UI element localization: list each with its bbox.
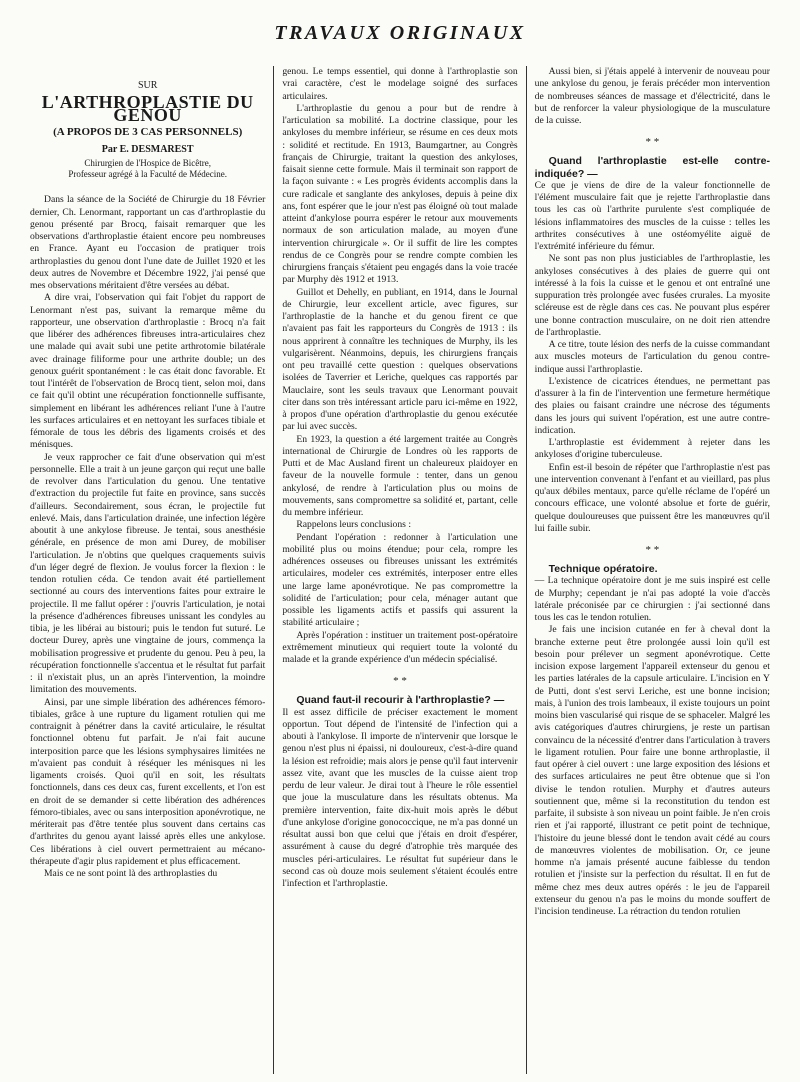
paragraph: genou. Le temps essentiel, qui donne à l'arthroplastie son vrai caractère, c'est le modelage soigné des surfaces articulaires. [282, 66, 518, 102]
section-heading: Quand faut-il recourir à l'arthroplastie? — [296, 694, 505, 707]
section-heading: Technique opératoire. [548, 563, 658, 575]
section-heading: Quand l'arthroplastie est-elle contre-indiquée? — [534, 155, 770, 180]
paragraph: Je veux rapprocher ce fait d'une observation qui m'est personnelle. Elle a trait à un jeune garçon qui reçut une balle de revolver dans l'articulation du genou. Une tentative d'extraction du projectile fut faite en province, sans succès d'ailleurs. Secondairement, sous écran, le projectile fut enlevé. Mais, dans l'articulation drainée, une infection légère aboutit à une ankylose fibreuse. Je tentai, sous anesthésie générale, en présence de mon ami Durey, de mobiliser l'articulation. Je n'obtins que quelques craquements suivis d'un léger degré de flexion. Je voulus forcer la flexion : le tendon rotulien céda. Ce tendon avait été partiellement sectionné au cours des interventions faites pour extraire le projectile. Il me fallut opérer : j'ouvris l'articulation, je notai la présence d'adhérences fibreuses unissant les condyles au tibia, je les libérai au bistouri; puis le tendon fut suturé. Le docteur Durey, après une vingtaine de jours, commença la mobilisation progressive et prudente du genou. Peu à peu, la récupération fonctionnelle s'accentua et le résultat fut parfait : il n'existait plus, un an après l'intervention, la moindre limitation des mouvements. [30, 451, 266, 696]
title-block [30, 80, 265, 180]
column-1 [22, 66, 273, 1074]
column-3 [526, 66, 778, 1074]
title-sur: SUR [137, 80, 158, 91]
paragraph: A ce titre, toute lésion des nerfs de la cuisse commandant aux muscles moteurs de l'articulation du genou contre-indique aussi l'arthroplastie. [534, 339, 770, 375]
paragraph: L'arthroplastie du genou a pour but de rendre à l'articulation sa mobilité. La doctrine classique, pour les ankyloses du membre inférieur, se résume en ces deux mots : solidité et rectitude. En 1913, Baumgartner, au Congrès français de Chirurgie, traitant la question des ankyloses, faisait sienne cette formule. Mais il terminait son rapport de la façon suivante : « Les progrès évidents accomplis dans la cure radicale et sanglante des ankyloses, depuis à peine dix ans, font espérer que le jour n'est pas éloigné où tout malade atteint d'ankylose pourra espérer le retour aux mouvements normaux de son articulation malade, au moyen d'une intervention chirurgicale ». Or il suffit de lire les comptes rendus de ce Congrès pour se rendre compte combien les chirurgiens français s'étaient peu engagés dans la voie tracée par Murphy dès 1912 et 1913. [282, 102, 518, 286]
paragraph: Enfin est-il besoin de répéter que l'arthroplastie n'est pas une intervention convenant à l'enfant et au vieillard, pas plus qu'aux débiles mentaux, parce qu'elle réclame de l'opéré un concours efficace, une volonté absolue et forte de guérir, quelque douloureuses que puissent être les manœuvres qu'il lui faille subir. [534, 461, 770, 534]
paragraph: Aussi bien, si j'étais appelé à intervenir de nouveau pour une ankylose du genou, je ferais précéder mon intervention de nombreuses séances de massage et d'électricité, dans le but de renforcer la valeur physiologique de la musculature de la cuisse. [534, 66, 770, 126]
paragraph: Guillot et Dehelly, en publiant, en 1914, dans le Journal de Chirurgie, leur excellent article, avec figures, sur l'arthroplastie de la hanche et du genou firent ce que n'avaient pas fait les rapporteurs du Congrès de 1913 : ils nous apprirent à connaître les techniques de Murphy, ils les vulgarisèrent. Néanmoins, depuis, les chirurgiens français ont peu travaillé cette question : quelques observations isolées de Taverrier et Leriche, quelques cas rapportés par Mauclaire, sont les seuls travaux que Lenormant pouvait citer dans son très intéressant article paru ici-même en 1922, à propos d'une opération d'arthroplastie du genou exécutée par lui avec succès. [282, 286, 518, 433]
running-head: TRAVAUX ORIGINAUX [274, 22, 526, 44]
article-title: L'ARTHROPLASTIE DU GENOU [41, 92, 254, 125]
affiliation-line: Professeur agrégé à la Faculté de Médecine. [68, 169, 227, 180]
paragraph: Je fais une incision cutanée en fer à cheval dont la branche externe peut être prolongée aussi loin qu'il est besoin pour prélever un segment aponévrotique. Cette incision expose largement l'appareil extenseur du genou et les parties latérales de la capsule articulaire. L'incision en Y de Putti, dont s'est servi Leriche, est une bonne incision; mais, à l'union des trois lambeaux, il existe toujours un point moins bien vascularisé qui risque de se sphaceler. Malgré les avis catégoriques d'autres chirurgiens, je reste un partisan convaincu de la nécessité d'entrer dans l'articulation à travers le ligament rotulien. Pour faire une bonne arthroplastie, il faut opérer à ciel ouvert : une large exposition des lésions et des surfaces articulaires ne peut être obtenue que si l'on divise le tendon rotulien. Murphy et d'autres auteurs soutiennent que, même si la reconstitution du tendon est parfaite, il subsiste à son niveau un point faible. Je n'en crois rien et j'ai rapporté, illustrant ce petit point de technique, l'histoire du jeune blessé dont le tendon avait cédé au cours de manœuvres violentes de mobilisation. Or, ce jeune homme n'a jamais présenté aucune faiblesse du tendon rotulien et j'insiste sur la perfection du résultat. Il en fut de même chez mes deux autres opérés : le jeu de l'appareil extenseur du genou n'a pas le moins du monde souffert de l'incision tendineuse. La rétraction du tendon rotulien [534, 624, 770, 917]
column-2 [273, 66, 525, 1074]
paragraph: Ainsi, par une simple libération des adhérences fémoro-tibiales, grâce à une rupture du ligament rotulien qui me contraignit à pénétrer dans la cavité articulaire, le résultat fonctionnel obtenu fut parfait. Je n'ai fait aucune interposition parce que les lésions symphysaires limitées ne m'avaient pas conduit à réséquer les ménisques ni les ligaments croisés. Quoi qu'il en soit, les résultats fonctionnels, dans ces deux cas, furent excellents, et l'on est en droit de se demander si cette libération des adhérences fémoro-tibiales, avec ou sans interposition aponévrotique, ne mériterait pas d'être tentée plus souvent dans certains cas d'arthrites du genou ayant laissé après elles une ankylose. Ces libérations à ciel ouvert permettraient au mécano-thérapeute d'agir plus rapidement et plus efficacement. [30, 696, 266, 867]
article-columns [22, 66, 778, 1074]
section-divider: * * [645, 544, 660, 556]
author-line: Par E. DESMAREST [101, 144, 194, 155]
paragraph: Ne sont pas non plus justiciables de l'arthroplastie, les ankyloses consécutives à des plaies de guerre qui ont intéressé à la fois la cuisse et le genou et ont entraîné une suppuration très prolongée avec fusées crurales. La myosite scléreuse est de règle dans ces cas. Ne pouvant plus espérer une bonne contraction musculaire, on ne doit rien attendre de l'arthroplastie. [534, 253, 770, 338]
paragraph: A dire vrai, l'observation qui fait l'objet du rapport de Lenormant n'est pas, suivant la remarque même du rapporteur, une observation d'arthroplastie : Brocq n'a fait que libérer des adhérences fibreuses intra-articulaires chez une malade qui avait subi une petite arthrotomie bilatérale avec drainage filiforme pour une arthrite double; un des genoux guérit spontanément : le cas était donc favorable. Et tout l'intérêt de l'observation de Brocq tient, selon moi, dans ce fait qu'il obtint une récupération fonctionnelle suffisante, simplement en libérant les adhérences reliant l'une à l'autre les surfaces articulaires et en nettoyant les surfaces tibiale et fémorale de tous les débris des ligaments croisés et des ménisques. [30, 292, 266, 451]
paragraph: En 1923, la question a été largement traitée au Congrès international de Chirurgie de Londres où les rapports de Putti et de Mac Ausland firent un chaleureux plaidoyer en faveur de la nouvelle formule : tenter, dans un genou ankylosé, de rendre à l'articulation plus ou moins de mouvements, sans compromettre sa solidité et, partant, celle du membre inférieur. [282, 433, 518, 518]
paragraph: — La technique opératoire dont je me suis inspiré est celle de Murphy; cependant je n'ai pas adopté la voie d'accès latérale préconisée par ce chirurgien : j'ai sectionné dans tous les cas le tendon rotulien. [534, 575, 770, 623]
paragraph: L'existence de cicatrices étendues, ne permettant pas d'assurer à la fin de l'intervention une fermeture hermétique des plaies ou faisant craindre une nécrose des téguments dans les jours qui suivent l'opération, est une autre contre-indication. [534, 375, 770, 436]
paragraph: Ce que je viens de dire de la valeur fonctionnelle de l'élément musculaire fait que je rejette l'arthroplastie dans tous les cas où l'arthrite purulente s'est compliquée de lésions inflammatoires des muscles de la cuisse : telles les arthrites consécutives à une ostéomyélite aiguë de l'extrémité inférieure du fémur. [534, 179, 770, 252]
paragraph: Après l'opération : instituer un traitement post-opératoire extrêmement minutieux qui requiert toute la volonté du malade et la grande expérience d'un médecin spécialisé. [282, 629, 518, 665]
paragraph: Pendant l'opération : redonner à l'articulation une mobilité plus ou moins étendue; pour cela, rompre les adhérences osseuses ou fibreuses unissant les extrémités articulaires, modeler ces extrémités, interposer entre elles une large lame aponévrotique. Ne pas compromettre la solidité de l'articulation; pour cela, ménager autant que possible les ligaments actifs et passifs qui assurent la stabilité articulaire ; [282, 531, 518, 629]
paragraph: L'arthroplastie est évidemment à rejeter dans les ankyloses d'origine tuberculeuse. [534, 437, 770, 461]
paragraph: Dans la séance de la Société de Chirurgie du 18 Février dernier, Ch. Lenormant, rapportant un cas d'arthroplastie du genou présenté par Brocq, faisait remarquer que les observations d'arthroplastie étaient encore peu nombreuses en France. Ayant eu l'occasion de pratiquer trois arthroplasties du genou dont l'une date de Juillet 1920 et les deux autres de Novembre et Décembre 1922, j'ai pensé que mes observations méritaient d'être versées au débat. [30, 194, 266, 291]
affiliation-line: Chirurgien de l'Hospice de Bicêtre, [84, 158, 211, 169]
paragraph: Mais ce ne sont point là des arthroplasties du [44, 868, 218, 879]
paragraph: Rappelons leurs conclusions : [296, 519, 412, 531]
paragraph: Il est assez difficile de préciser exactement le moment opportun. Tout dépend de l'intensité de l'infection qui a abouti à l'ankylose. Il importe de n'intervenir que lorsque le genou n'est plus ni épaissi, ni douloureux, c'est-à-dire quand la lésion est refroidie; mais alors je pense qu'il faut intervenir assez vite, avant que les muscles de la cuisse aient trop perdu de leur valeur. Je dirai tout à l'heure le rôle essentiel que joue la musculature dans les résultats obtenus. Ma première intervention, faite dix-huit mois après le début d'une ankylose d'origine gonococcique, ne m'a pas donné un résultat aussi bon que celui que j'étais en droit d'espérer, assurément à cause du degré d'atrophie très marquée des muscles péri-articulaires. Le résultat fut supérieur dans le second cas où douze mois seulement s'étaient écoulés entre l'infection et l'arthroplastie. [282, 706, 518, 889]
section-divider: * * [393, 675, 407, 688]
section-divider: * * [645, 136, 660, 149]
article-subtitle: (A PROPOS DE 3 CAS PERSONNELS) [53, 125, 243, 138]
